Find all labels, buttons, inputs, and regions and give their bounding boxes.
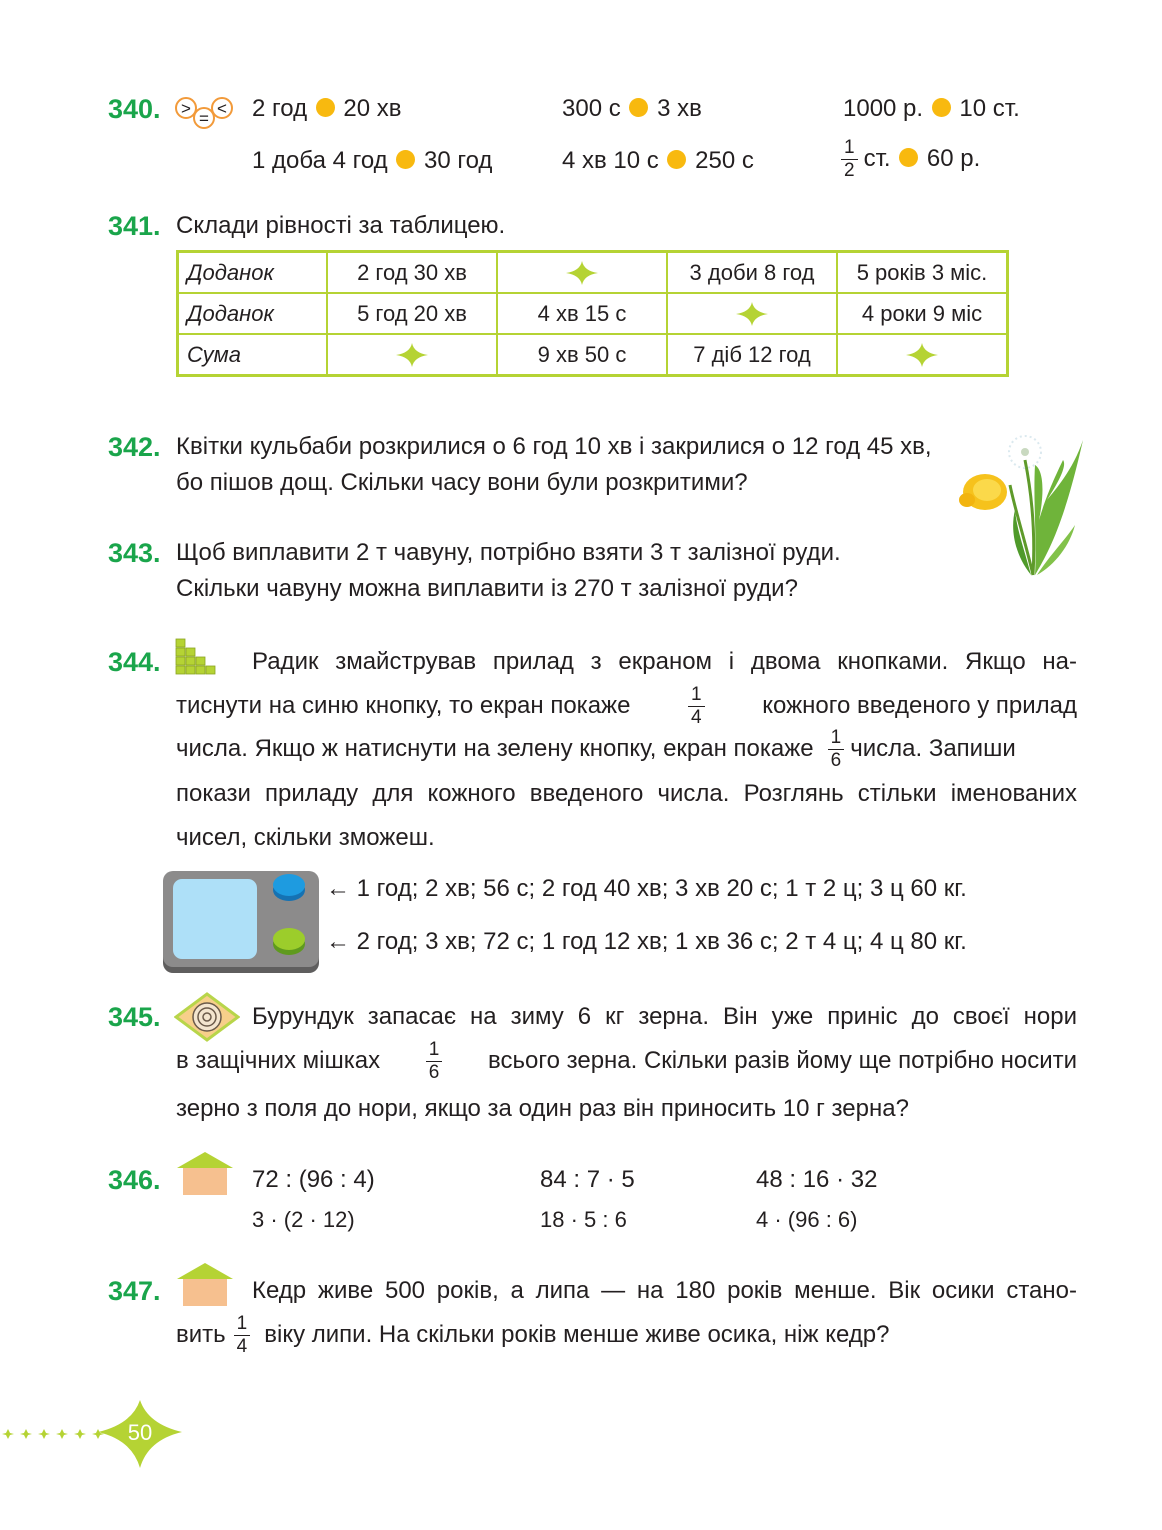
compare-signs-icon — [174, 96, 240, 130]
green-button-values: ← 2 год; 3 хв; 72 с; 1 год 12 хв; 1 хв 36 с; 2 т 4 ц; 4 ц 80 кг. — [326, 928, 967, 955]
table-cell: 7 діб 12 год — [667, 334, 837, 376]
table-cell-blank[interactable] — [327, 334, 497, 376]
page-number-decoration — [0, 1398, 200, 1470]
problem-text-line: Скільки чавуну можна виплавити із 270 т залізної руди? — [176, 575, 798, 602]
fraction: $\frac{1}{6}$ — [828, 728, 845, 771]
svg-text:<: < — [217, 99, 227, 118]
problem-number-342: 342. — [108, 432, 161, 462]
compare-item: 300 с 3 хв — [562, 95, 702, 122]
star-icon — [904, 341, 940, 369]
table-cell-blank[interactable] — [667, 293, 837, 334]
table-row — [178, 334, 1008, 376]
house-icon — [175, 1261, 235, 1307]
fraction: $\frac{1}{6}$ — [426, 1040, 443, 1083]
compare-item: 4 хв 10 с 250 с — [562, 147, 754, 174]
table-cell: 3 доби 8 год — [667, 252, 837, 294]
table-cell: 9 хв 50 с — [497, 334, 667, 376]
table-cell: 5 год 20 хв — [327, 293, 497, 334]
problem-text-line: Кедр живе 500 років, а липа — на 180 років менше. Вік осики стано- — [252, 1277, 1077, 1304]
problem-text-line: чисел, скільки зможеш. — [176, 824, 435, 851]
blue-button[interactable] — [271, 870, 307, 902]
problem-text-line: Бурундук запасає на зиму 6 кг зерна. Він уже приніс до своєї нори — [252, 1003, 1077, 1030]
blue-button-values: ← 1 год; 2 хв; 56 с; 2 год 40 хв; 3 хв 20 с; 1 т 2 ц; 3 ц 60 кг. — [326, 875, 967, 902]
svg-text:>: > — [181, 99, 191, 118]
expression: 4 · (96 : 6) — [756, 1207, 858, 1232]
problem-text-line: вить $\frac{1}{4}$ віку липи. На скільки років менше живе осика, ніж кедр? — [176, 1312, 890, 1357]
problem-text-line: бо пішов дощ. Скільки часу вони були розкритими? — [176, 469, 748, 496]
compare-dot-icon[interactable] — [899, 148, 918, 167]
compare-item: 2 год 20 хв — [252, 95, 402, 122]
problem-number-340: 340. — [108, 94, 161, 124]
page-number: 50 — [127, 1420, 153, 1445]
green-button[interactable] — [271, 924, 307, 956]
compare-dot-icon[interactable] — [396, 150, 415, 169]
svg-text:=: = — [199, 109, 209, 128]
expression: 18 · 5 : 6 — [540, 1207, 627, 1232]
problem-number-346: 346. — [108, 1165, 161, 1195]
table-cell-blank[interactable] — [497, 252, 667, 294]
table-row — [178, 252, 1008, 294]
problem-text-line: тиснути на синю кнопку, то екран покаже $\frac{1}{4}$ кожного введеного у прилад — [176, 683, 1077, 728]
fraction: $\frac{1}{2}$ — [841, 138, 858, 181]
problem-text-line: Квітки кульбаби розкрилися о 6 год 10 хв і закрилися о 12 год 45 хв, — [176, 433, 932, 460]
expression: 84 : 7 · 5 — [540, 1166, 635, 1193]
problem-number-345: 345. — [108, 1002, 161, 1032]
table-cell: Доданок — [178, 293, 328, 334]
compare-item: 1 доба 4 год 30 год — [252, 147, 493, 174]
table-row — [178, 293, 1008, 334]
compare-dot-icon[interactable] — [667, 150, 686, 169]
compare-dot-icon[interactable] — [629, 98, 648, 117]
fraction: $\frac{1}{4}$ — [234, 1314, 251, 1357]
expression: 48 : 16 · 32 — [756, 1166, 878, 1193]
maze-diamond-icon — [174, 992, 240, 1042]
table-cell: 2 год 30 хв — [327, 252, 497, 294]
fraction: $\frac{1}{4}$ — [688, 685, 705, 728]
compare-item: $\frac{1}{2}$ ст. 60 р. — [835, 138, 980, 181]
problem-text-line: Щоб виплавити 2 т чавуну, потрібно взяти 3 т залізної руди. — [176, 539, 841, 566]
problem-number-343: 343. — [108, 538, 161, 568]
expression: 72 : (96 : 4) — [252, 1166, 375, 1193]
table-cell: 4 хв 15 с — [497, 293, 667, 334]
dandelion-illustration — [955, 430, 1090, 580]
table-cell: 4 роки 9 міс — [837, 293, 1008, 334]
expression: 3 · (2 · 12) — [252, 1207, 355, 1232]
compare-dot-icon[interactable] — [316, 98, 335, 117]
problem-text: Склади рівності за таблицею. — [176, 212, 506, 239]
compare-item: 1000 р. 10 ст. — [843, 95, 1020, 122]
addition-table — [176, 250, 1009, 377]
star-icon — [564, 259, 600, 287]
staircase-blocks-icon — [175, 638, 223, 678]
house-icon — [175, 1150, 235, 1196]
table-cell: 5 років 3 міс. — [837, 252, 1008, 294]
problem-text-line: покази приладу для кожного введеного числа. Розглянь стільки іменованих — [176, 780, 1077, 807]
table-cell: Сума — [178, 334, 328, 376]
table-cell-blank[interactable] — [837, 334, 1008, 376]
star-icon — [734, 300, 770, 328]
problem-text-line: в защічних мішках $\frac{1}{6}$ всього зерна. Скільки разів йому ще потрібно носити — [176, 1038, 1077, 1083]
compare-dot-icon[interactable] — [932, 98, 951, 117]
problem-text-line: зерно з поля до нори, якщо за один раз він приносить 10 г зерна? — [176, 1095, 909, 1122]
problem-number-347: 347. — [108, 1276, 161, 1306]
star-icon — [394, 341, 430, 369]
problem-number-341: 341. — [108, 211, 161, 241]
problem-text-line: Радик змайстрував прилад з екраном і двома кнопками. Якщо на- — [252, 648, 1077, 675]
table-cell: Доданок — [178, 252, 328, 294]
problem-text-line: числа. Якщо ж натиснути на зелену кнопку, екран покаже $\frac{1}{6}$ числа. Запиши — [176, 726, 1016, 771]
problem-number-344: 344. — [108, 647, 161, 677]
